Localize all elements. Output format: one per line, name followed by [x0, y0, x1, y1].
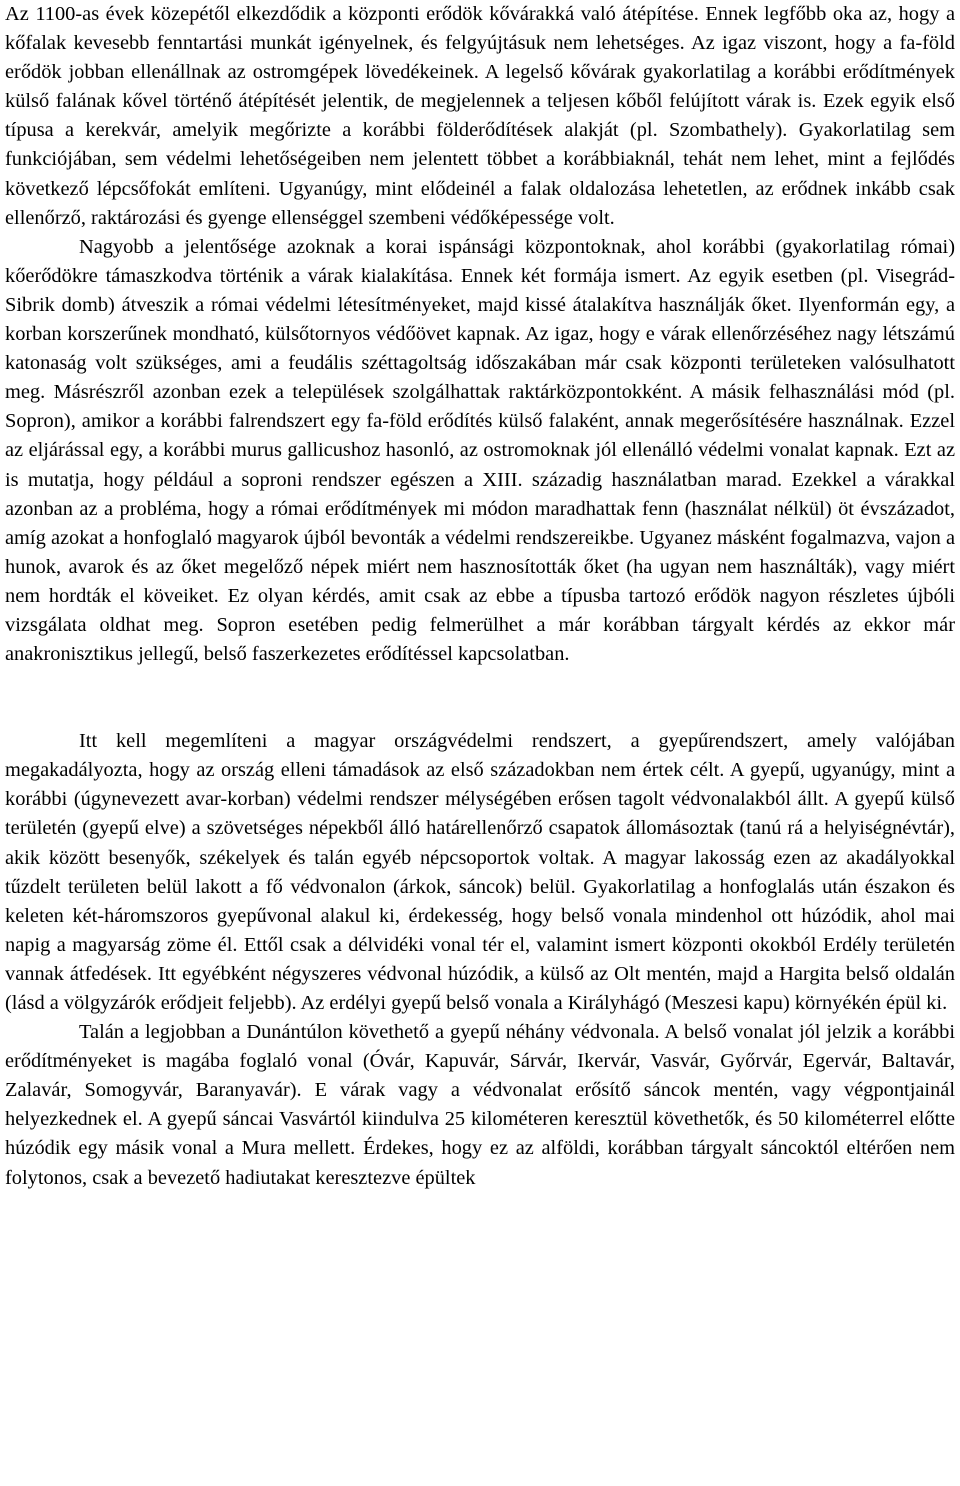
paragraph-gyepu-system: Itt kell megemlíteni a magyar országvédelmi rendszert, a gyepűrendszert, amely valójában megakadályozta, hogy az ország elleni támadások az első századokban nem értek célt. A gyepű, ugyanúgy, mint a korábbi (úgynevezett avar-korban) védelmi rendszer mélységében erősen tagolt védvonalakból állt. A gyepű külső területén (gyepű elve) a szövetséges népekből álló határellenőrző csapatok állomásoztak (tanú rá a helyiségnévtár), akik között besenyők, székelyek és talán egyéb népcsoportok voltak. A magyar lakosság ezen az akadályokkal tűzdelt területen belül lakott a fő védvonalon (árkok, sáncok) belül. Gyakorlatilag a honfoglalás után északon és keleten két-háromszoros gyepűvonal alakul ki, érdekesség, hogy belső vonala mindenhol ott húzódik, ahol mai napig a magyarság zöme él. Ettől csak a délvidéki vonal tér el, valamint ismert központi okokból Erdély területén vannak átfedések. Itt egyébként négyszeres védvonal húzódik, a külső az Olt mentén, majd a Hargita belső oldalán (lásd a völgyzárók erődjeit feljebb). Az erdélyi gyepű belső vonala a Királyhágó (Meszesi kapu) környékén épül ki. [5, 730, 955, 1014]
paragraph-transdanubia: Talán a legjobban a Dunántúlon követhető a gyepű néhány védvonala. A belső vonalat jól jelzik a korábbi erődítményeket is magába foglaló vonal (Óvár, Kapuvár, Sárvár, Ikervár, Vasvár, Győrvár, Egervár, Baltavár, Zalavár, Somogyvár, Baranyavár). E várak vagy a védvonalat erősítő sáncok mentén, vagy végpontjainál helyezkednek el. A gyepű sáncai Vasvártól kiindulva 25 kilométeren keresztül követhetők, és 50 kilométerrel előtte húzódik egy másik vonal a Mura mellett. Érdekes, hogy ez az alföldi, korábban tárgyalt sáncoktól eltérően nem folytonos, csak a bevezető hadiutakat keresztezve épültek [5, 1021, 955, 1189]
paragraph-stone-castles: Az 1100-as évek közepétől elkezdődik a központi erődök kővárakká való átépítése. Ennek legfőbb oka az, hogy a kőfalak kevesebb fenntartási munkát igényelnek, és felgyújtásuk nem lehetséges. Az igaz viszont, hogy a fa-föld erődök jobban ellenállnak az ostromgépek lövedékeinek. A legelső kővárak gyakorlatilag a korábbi erődítmények külső falának kővel történő átépítését jelentik, de megjelennek a teljesen kőből felújított várak is. Ezek egyik első típusa a kerekvár, amelyik megőrizte a korábbi földerődítések alakját (pl. Szombathely). Gyakorlatilag sem funkciójában, sem védelmi lehetőségeiben nem jelentett többet a korábbiaknál, tehát nem lehet, mint a fejlődés következő lépcsőfokát említeni. Ugyanúgy, mint elődeinél a falak oldalozása lehetetlen, az erődnek inkább csak ellenőrző, raktározási és gyenge ellenséggel szembeni védőképessége volt. [5, 3, 955, 229]
document-page [5, 0, 955, 1193]
paragraph-gap [5, 669, 955, 727]
paragraph-early-centers: Nagyobb a jelentősége azoknak a korai ispánsági központoknak, ahol korábbi (gyakorlatilag római) kőerődökre támaszkodva történik a várak kialakítása. Ennek két formája ismert. Az egyik esetben (pl. Visegrád-Sibrik domb) átveszik a római védelmi létesítményeket, majd kissé átalakítva használják őket. Ilyenformán egy, a korban korszerűnek mondható, külsőtornyos védőövet kapnak. Az igaz, hogy e várak ellenőrzéséhez nagy létszámú katonaság volt szükséges, ami a feudális széttagoltság időszakában már csak központi területeken valósulhatott meg. Másrészről azonban ezek a települések szolgálhattak raktárközpontokként. A másik felhasználási mód (pl. Sopron), amikor a korábbi falrendszert egy fa-föld erődítés külső falaként, annak megerősítésére használnak. Ezzel az eljárással egy, a korábbi murus gallicushoz hasonló, az ostromoknak jól ellenálló védelmi vonalat kapnak. Ezt az is mutatja, hogy például a soproni rendszer egészen a XIII. századig használatban marad. Ezekkel a várakkal azonban az a probléma, hogy a római erődítmények mi módon maradhattak fenn (használat nélkül) öt évszázadot, amíg azokat a honfoglaló magyarok újból bevonták a védelmi rendszereikbe. Ugyanez másként fogalmazva, vajon a hunok, avarok és az őket megelőző népek miért nem hasznosították őket (ha ugyan nem használták), vagy miért nem hordták el köveiket. Ez olyan kérdés, amit csak az ebbe a típusba tartozó erődök nagyon részletes újbóli vizsgálata oldhat meg. Sopron esetében pedig felmerülhet a már korábban tárgyalt kérdés az ekkor már anakronisztikus jellegű, belső faszerkezetes erődítéssel kapcsolatban. [5, 235, 955, 666]
